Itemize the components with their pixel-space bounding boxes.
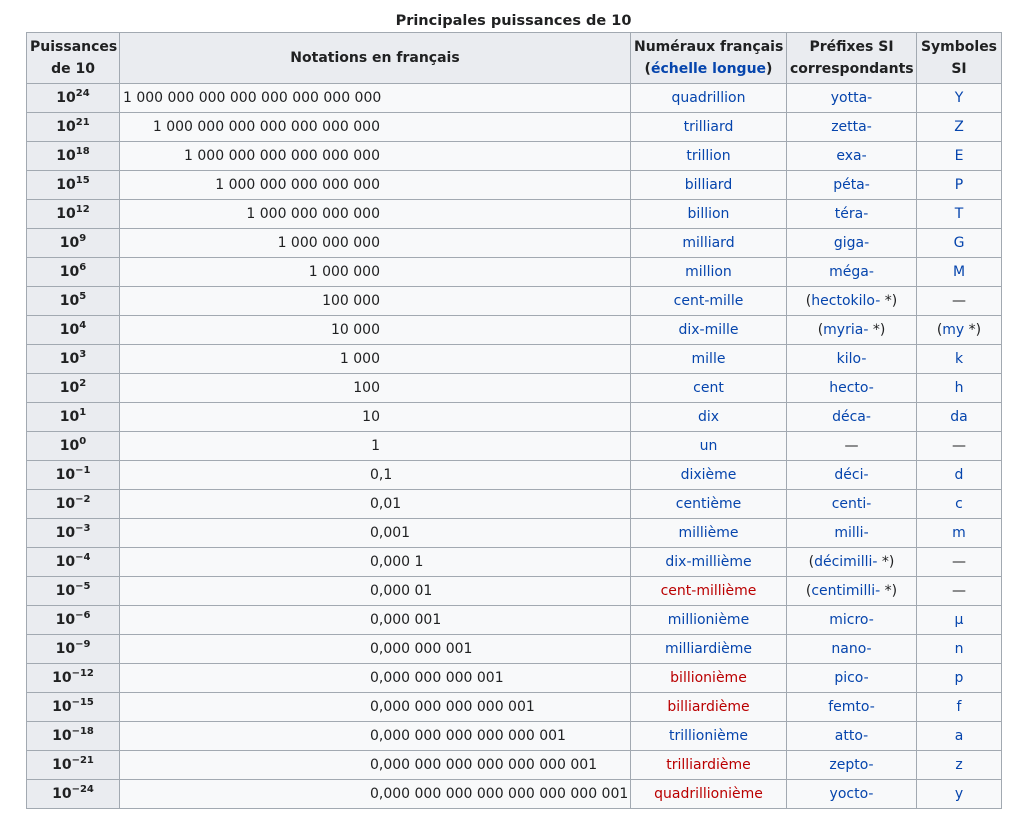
table-row [27, 693, 1002, 722]
numeral-link[interactable]: dix [697, 409, 720, 425]
power-cell [27, 374, 120, 403]
paren-open: ( [808, 554, 815, 570]
prefix-cell [787, 258, 917, 287]
power-exponent: −1 [75, 465, 91, 476]
prefix-link[interactable]: myria- [823, 322, 869, 338]
symbol-cell [917, 113, 1002, 142]
notation-cell: 1 000 000 000 [120, 229, 631, 258]
prefix-cell [787, 577, 917, 606]
power-cell [27, 432, 120, 461]
symbol-link[interactable]: da [950, 409, 968, 425]
power-exponent: 15 [75, 175, 90, 186]
notation-cell: 1 000 000 000 000 000 000 000 [120, 113, 631, 142]
symbol-link[interactable]: my [942, 322, 965, 338]
power-cell [27, 693, 120, 722]
power-cell [27, 229, 120, 258]
header-prefix: Préfixes SI correspondants [787, 33, 917, 84]
table-row [27, 113, 1002, 142]
symbol-link[interactable]: Z [954, 119, 964, 135]
numeral-link[interactable]: billionième [670, 670, 747, 686]
table-row [27, 577, 1002, 606]
power-base: 10 [59, 380, 80, 396]
notation-cell: 100 [120, 374, 631, 403]
power-base: 10 [59, 293, 80, 309]
power-cell [27, 345, 120, 374]
prefix-cell [787, 432, 917, 461]
symbol-link: — [952, 293, 966, 309]
symbol-cell [917, 664, 1002, 693]
symbol-cell [917, 287, 1002, 316]
notation-cell: 0,000 000 000 000 000 000 001 [120, 751, 631, 780]
header-notation: Notations en français [120, 33, 631, 84]
table-row [27, 345, 1002, 374]
symbol-cell [917, 316, 1002, 345]
notation-cell: 1 000 000 000 000 [120, 200, 631, 229]
notation-cell: 0,000 000 000 000 000 000 000 001 [120, 780, 631, 809]
numeral-cell [631, 548, 787, 577]
power-base: 10 [55, 583, 76, 599]
power-base: 10 [59, 235, 80, 251]
numeral-cell [631, 345, 787, 374]
symbol-link[interactable]: E [954, 148, 964, 164]
power-cell [27, 490, 120, 519]
symbol-cell [917, 258, 1002, 287]
prefix-link[interactable]: yocto- [829, 786, 874, 802]
power-exponent: 6 [79, 262, 87, 273]
symbol-link[interactable]: m [952, 525, 966, 541]
prefix-cell [787, 84, 917, 113]
power-exponent: −3 [75, 523, 91, 534]
prefix-link[interactable]: téra- [834, 206, 869, 222]
power-cell [27, 287, 120, 316]
prefix-link[interactable]: femto- [828, 699, 875, 715]
power-base: 10 [55, 525, 76, 541]
notation-cell: 0,1 [120, 461, 631, 490]
notation-cell: 0,000 001 [120, 606, 631, 635]
notation-cell: 1 000 000 000 000 000 [120, 171, 631, 200]
table-row [27, 461, 1002, 490]
power-exponent: 24 [75, 88, 90, 99]
numeral-link[interactable]: cent-millième [660, 583, 757, 599]
symbol-cell [917, 519, 1002, 548]
symbol-link[interactable]: c [955, 496, 963, 512]
symbol-link[interactable]: Y [954, 90, 964, 106]
power-exponent: 1 [79, 407, 87, 418]
power-cell [27, 751, 120, 780]
symbol-link[interactable]: z [955, 757, 963, 773]
numeral-cell [631, 780, 787, 809]
power-base: 10 [59, 438, 80, 454]
notation-cell: 0,000 01 [120, 577, 631, 606]
power-base: 10 [56, 177, 76, 193]
power-exponent: −6 [75, 610, 91, 621]
prefix-cell [787, 316, 917, 345]
numeral-cell [631, 606, 787, 635]
symbol-link[interactable]: d [954, 467, 964, 483]
table-row [27, 200, 1002, 229]
numeral-cell [631, 287, 787, 316]
numeral-link[interactable]: milliardième [665, 641, 752, 657]
numeral-cell [631, 258, 787, 287]
prefix-cell [787, 606, 917, 635]
power-exponent: 9 [79, 233, 87, 244]
prefix-cell [787, 519, 917, 548]
symbol-note: *) [964, 322, 982, 338]
notation-cell: 0,001 [120, 519, 631, 548]
numeral-link[interactable]: dix-millième [665, 554, 752, 570]
table-row [27, 751, 1002, 780]
prefix-cell [787, 664, 917, 693]
prefix-link[interactable]: méga- [829, 264, 874, 280]
symbol-cell [917, 403, 1002, 432]
notation-cell: 100 000 [120, 287, 631, 316]
prefix-cell [787, 635, 917, 664]
notation-cell: 0,000 000 000 000 000 001 [120, 722, 631, 751]
notation-cell: 10 000 [120, 316, 631, 345]
prefix-cell [787, 345, 917, 374]
table-row [27, 258, 1002, 287]
symbol-link: — [952, 438, 966, 454]
prefix-cell [787, 780, 917, 809]
power-exponent: −12 [71, 668, 94, 679]
symbol-link[interactable]: P [954, 177, 964, 193]
power-exponent: −4 [75, 552, 91, 563]
prefix-cell [787, 287, 917, 316]
prefix-cell [787, 693, 917, 722]
numeral-link[interactable]: dix-mille [678, 322, 739, 338]
prefix-link[interactable]: kilo- [836, 351, 867, 367]
numeral-link[interactable]: quadrillion [671, 90, 746, 106]
symbol-link[interactable]: G [953, 235, 965, 251]
numeral-link[interactable]: trillionième [669, 728, 748, 744]
symbol-link[interactable]: T [954, 206, 964, 222]
numeral-cell [631, 461, 787, 490]
symbol-cell [917, 490, 1002, 519]
table-row [27, 171, 1002, 200]
prefix-link[interactable]: décimilli- [814, 554, 878, 570]
power-base: 10 [55, 612, 76, 628]
power-base: 10 [56, 90, 76, 106]
numeral-cell [631, 693, 787, 722]
powers-of-ten-table [26, 32, 1002, 809]
table-row [27, 519, 1002, 548]
symbol-cell [917, 780, 1002, 809]
power-base: 10 [52, 728, 72, 744]
symbol-link: — [952, 554, 966, 570]
table-row [27, 606, 1002, 635]
numeral-link[interactable]: trilliardième [666, 757, 751, 773]
prefix-link[interactable]: giga- [833, 235, 870, 251]
symbol-cell [917, 548, 1002, 577]
power-cell [27, 113, 120, 142]
power-exponent: −9 [75, 639, 91, 650]
symbol-cell [917, 171, 1002, 200]
power-base: 10 [55, 467, 76, 483]
prefix-link[interactable]: zetta- [831, 119, 872, 135]
prefix-link[interactable]: hecto- [829, 380, 874, 396]
symbol-cell [917, 374, 1002, 403]
power-cell [27, 403, 120, 432]
prefix-note: *) [880, 583, 898, 599]
power-base: 10 [56, 206, 76, 222]
notation-cell: 1 000 000 [120, 258, 631, 287]
power-base: 10 [59, 409, 80, 425]
power-base: 10 [55, 554, 76, 570]
power-cell [27, 519, 120, 548]
power-exponent: −2 [75, 494, 91, 505]
numeral-link[interactable]: mille [691, 351, 726, 367]
notation-cell: 1 [120, 432, 631, 461]
echelle-longue-link[interactable]: échelle longue [650, 61, 767, 77]
table-row [27, 287, 1002, 316]
numeral-cell [631, 490, 787, 519]
prefix-link[interactable]: hectokilo- [811, 293, 881, 309]
prefix-link[interactable]: yotta- [830, 90, 873, 106]
power-cell [27, 171, 120, 200]
table-row [27, 229, 1002, 258]
prefix-note: *) [877, 554, 895, 570]
powers-table-container [26, 10, 1001, 809]
prefix-cell [787, 461, 917, 490]
prefix-cell [787, 113, 917, 142]
power-base: 10 [55, 641, 76, 657]
power-exponent: 12 [75, 204, 90, 215]
numeral-cell [631, 374, 787, 403]
prefix-link[interactable]: nano- [831, 641, 872, 657]
symbol-cell [917, 606, 1002, 635]
table-row [27, 142, 1002, 171]
power-cell [27, 461, 120, 490]
numeral-link[interactable]: cent-mille [673, 293, 744, 309]
numeral-cell [631, 229, 787, 258]
table-row [27, 548, 1002, 577]
prefix-link[interactable]: exa- [836, 148, 867, 164]
prefix-cell [787, 722, 917, 751]
numeral-link[interactable]: millième [678, 525, 739, 541]
power-cell [27, 200, 120, 229]
numeral-cell [631, 403, 787, 432]
power-base: 10 [52, 699, 72, 715]
symbol-link[interactable]: n [954, 641, 964, 657]
numeral-cell [631, 316, 787, 345]
prefix-link[interactable]: déca- [832, 409, 871, 425]
power-base: 10 [52, 670, 72, 686]
power-exponent: 4 [79, 320, 87, 331]
numeral-link[interactable]: un [699, 438, 718, 454]
symbol-link[interactable]: k [954, 351, 964, 367]
notation-cell: 0,000 1 [120, 548, 631, 577]
power-base: 10 [56, 148, 76, 164]
power-exponent: 21 [75, 117, 90, 128]
prefix-link[interactable]: pico- [834, 670, 869, 686]
header-power: Puissances de 10 [27, 33, 120, 84]
prefix-link[interactable]: atto- [834, 728, 869, 744]
numeral-link[interactable]: milliard [682, 235, 735, 251]
numeral-link[interactable]: billion [687, 206, 730, 222]
power-cell [27, 635, 120, 664]
prefix-cell [787, 374, 917, 403]
numeral-link[interactable]: trillion [686, 148, 731, 164]
table-row [27, 722, 1002, 751]
paren-open: ( [805, 293, 812, 309]
prefix-link[interactable]: péta- [833, 177, 870, 193]
power-base: 10 [59, 351, 80, 367]
prefix-link[interactable]: milli- [834, 525, 869, 541]
symbol-cell [917, 345, 1002, 374]
symbol-cell [917, 142, 1002, 171]
notation-cell: 0,01 [120, 490, 631, 519]
symbol-cell [917, 432, 1002, 461]
numeral-link[interactable]: billiard [684, 177, 733, 193]
notation-cell: 1 000 000 000 000 000 000 [120, 142, 631, 171]
table-caption: Principales puissances de 10 [395, 13, 632, 29]
power-cell [27, 258, 120, 287]
power-base: 10 [52, 757, 72, 773]
symbol-cell [917, 751, 1002, 780]
symbol-cell [917, 200, 1002, 229]
table-row [27, 316, 1002, 345]
numeral-cell [631, 84, 787, 113]
symbol-link: — [952, 583, 966, 599]
power-base: 10 [59, 264, 80, 280]
symbol-cell [917, 635, 1002, 664]
paren-open: ( [817, 322, 824, 338]
table-row [27, 664, 1002, 693]
power-cell [27, 664, 120, 693]
symbol-cell [917, 693, 1002, 722]
symbol-link[interactable]: M [952, 264, 966, 280]
prefix-cell [787, 142, 917, 171]
symbol-link[interactable]: µ [954, 612, 964, 628]
prefix-note: *) [880, 293, 898, 309]
power-base: 10 [55, 496, 76, 512]
numeral-link[interactable]: centième [675, 496, 742, 512]
notation-cell: 1 000 [120, 345, 631, 374]
numeral-link[interactable]: quadrillionième [654, 786, 763, 802]
power-cell [27, 606, 120, 635]
table-row [27, 403, 1002, 432]
power-base: 10 [52, 786, 72, 802]
power-exponent: 2 [79, 378, 87, 389]
numeral-link[interactable]: million [685, 264, 732, 280]
power-cell [27, 577, 120, 606]
power-cell [27, 316, 120, 345]
prefix-cell [787, 403, 917, 432]
header-row [27, 33, 1002, 84]
numeral-link[interactable]: trilliard [683, 119, 734, 135]
numeral-cell [631, 142, 787, 171]
paren-open: ( [805, 583, 812, 599]
numeral-cell [631, 635, 787, 664]
power-exponent: 3 [79, 349, 87, 360]
numeral-cell [631, 664, 787, 693]
symbol-link[interactable]: f [956, 699, 962, 715]
numeral-cell [631, 432, 787, 461]
symbol-link[interactable]: h [954, 380, 964, 396]
prefix-note: *) [868, 322, 886, 338]
header-symbol: Symboles SI [917, 33, 1002, 84]
power-base: 10 [59, 322, 80, 338]
numeral-link[interactable]: dixième [680, 467, 737, 483]
numeral-cell [631, 722, 787, 751]
notation-cell: 0,000 000 000 000 001 [120, 693, 631, 722]
power-cell [27, 722, 120, 751]
numeral-cell [631, 200, 787, 229]
numeral-cell [631, 519, 787, 548]
prefix-cell [787, 229, 917, 258]
paren-open: ( [936, 322, 943, 338]
power-exponent: 18 [75, 146, 90, 157]
prefix-link[interactable]: déci- [834, 467, 869, 483]
prefix-cell [787, 490, 917, 519]
numeral-cell [631, 751, 787, 780]
prefix-cell [787, 548, 917, 577]
header-numeral: Numéraux français (échelle longue) [631, 33, 787, 84]
symbol-cell [917, 461, 1002, 490]
power-cell [27, 780, 120, 809]
prefix-link[interactable]: zepto- [829, 757, 874, 773]
notation-cell: 0,000 000 000 001 [120, 664, 631, 693]
symbol-link[interactable]: y [954, 786, 964, 802]
power-cell [27, 142, 120, 171]
numeral-link[interactable]: billiardième [667, 699, 750, 715]
prefix-link[interactable]: micro- [829, 612, 874, 628]
power-exponent: −5 [75, 581, 91, 592]
notation-cell: 10 [120, 403, 631, 432]
power-exponent: 0 [79, 436, 87, 447]
notation-cell: 1 000 000 000 000 000 000 000 000 [120, 84, 631, 113]
table-row [27, 374, 1002, 403]
numeral-link[interactable]: millionième [667, 612, 750, 628]
numeral-link[interactable]: cent [693, 380, 724, 396]
numeral-cell [631, 577, 787, 606]
prefix-cell [787, 751, 917, 780]
numeral-cell [631, 113, 787, 142]
power-exponent: −15 [71, 697, 94, 708]
symbol-cell [917, 577, 1002, 606]
power-cell [27, 548, 120, 577]
table-row [27, 635, 1002, 664]
table-row [27, 84, 1002, 113]
power-exponent: −21 [71, 755, 94, 766]
power-exponent: −18 [71, 726, 94, 737]
prefix-cell [787, 200, 917, 229]
table-row [27, 490, 1002, 519]
symbol-cell [917, 722, 1002, 751]
table-row [27, 432, 1002, 461]
prefix-link: — [844, 438, 859, 454]
power-base: 10 [56, 119, 76, 135]
power-exponent: −24 [71, 784, 94, 795]
symbol-cell [917, 229, 1002, 258]
symbol-link[interactable]: a [954, 728, 964, 744]
symbol-cell [917, 84, 1002, 113]
prefix-cell [787, 171, 917, 200]
power-exponent: 5 [79, 291, 87, 302]
numeral-cell [631, 171, 787, 200]
table-row [27, 780, 1002, 809]
prefix-link[interactable]: centimilli- [811, 583, 881, 599]
notation-cell: 0,000 000 001 [120, 635, 631, 664]
power-cell [27, 84, 120, 113]
prefix-link[interactable]: centi- [831, 496, 872, 512]
symbol-link[interactable]: p [954, 670, 964, 686]
